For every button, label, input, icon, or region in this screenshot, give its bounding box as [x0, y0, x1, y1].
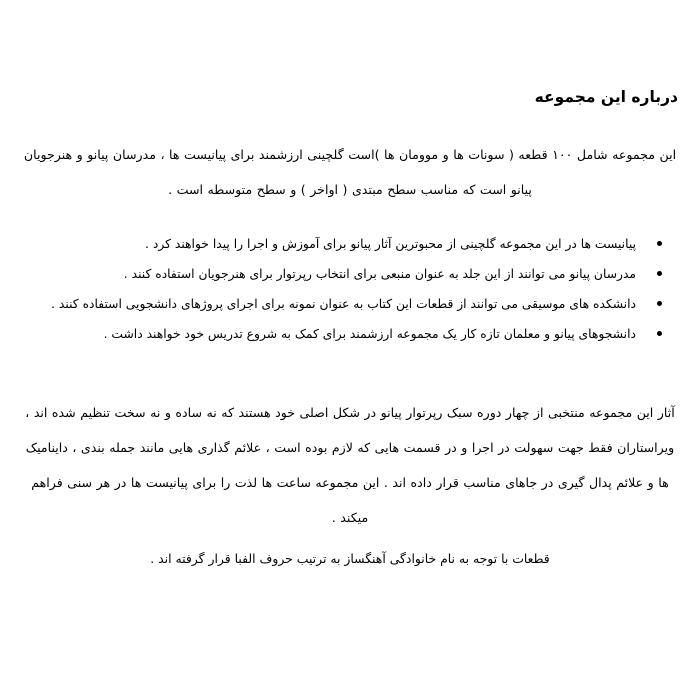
intro-paragraph-line-1: این مجموعه شامل ۱۰۰ قطعه ( سونات ها و موومان ها )است گلچینی ارزشمند برای پیانیست ها ، مدرسان پیانو و هنرجویان	[23, 146, 677, 162]
benefits-bullet-list	[22, 229, 678, 349]
intro-paragraph	[22, 137, 678, 207]
body-paragraph-line-3: ها و علائم پدال گیری در جاهای مناسب قرار داده اند . این مجموعه ساعت ها لذت را برای پیانیست ها در هر سنی فراهم	[31, 474, 669, 490]
bullet-dot-icon	[657, 241, 662, 246]
body-paragraph-line-4: میکند .	[331, 509, 369, 525]
body-paragraph-line-1: آثار این مجموعه منتخبی از چهار دوره سبک رپرتوار پیانو در شکل اصلی خود هستند که نه ساده و نه سخت تنظیم شده اند ،	[25, 404, 675, 420]
body-paragraph	[22, 395, 678, 535]
list-item	[22, 289, 678, 319]
list-item-label: مدرسان پیانو می توانند از این جلد به عنوان منبعی برای انتخاب رپرتوار برای هنرجویان استفاده کنند .	[123, 266, 636, 281]
bullet-dot-icon	[657, 301, 662, 306]
bullet-dot-icon	[657, 331, 662, 336]
list-item-label: دانشجوهای پیانو و معلمان تازه کار یک مجموعه ارزشمند برای کمک به شروع تدریس خود خواهند داشت .	[103, 326, 636, 341]
list-item	[22, 229, 678, 259]
body-paragraph-line-2: ویراستاران فقط جهت سهولت در اجرا و در قسمت هایی که لازم بوده است ، علائم گذاری هایی مانند جمله بندی ، داینامیک	[25, 439, 675, 455]
list-item-label: دانشکده های موسیقی می توانند از قطعات این کتاب به عنوان نمونه برای اجرای پروژهای دانشجویی استفاده کنند .	[51, 296, 636, 311]
bullet-dot-icon	[657, 271, 662, 276]
page-title: درباره این مجموعه	[534, 88, 678, 106]
closing-paragraph-line-1: قطعات با توجه به نام خانوادگی آهنگساز به ترتیب حروف الفبا قرار گرفته اند .	[150, 550, 550, 566]
list-item	[22, 319, 678, 349]
intro-paragraph-line-2: پیانو است که مناسب سطح مبتدی ( اواخر ) و سطح متوسطه است .	[168, 181, 532, 197]
closing-paragraph	[22, 541, 678, 576]
list-item	[22, 259, 678, 289]
list-item-label: پیانیست ها در این مجموعه گلچینی از محبوترین آثار پیانو برای آموزش و اجرا را پیدا خواهند کرد .	[145, 236, 636, 251]
